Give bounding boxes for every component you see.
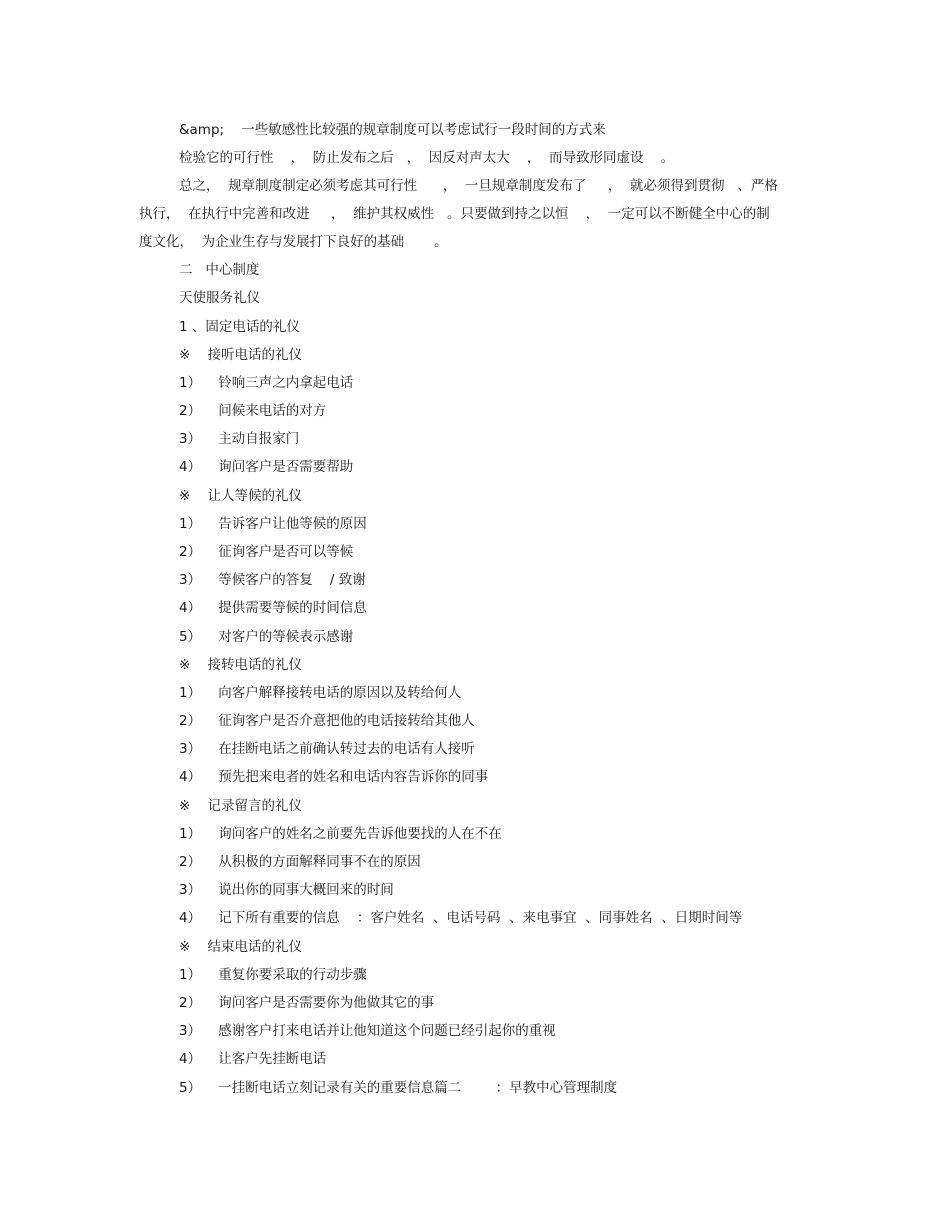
list-item: 3） 主动自报家门: [179, 431, 300, 447]
list-item: 4） 记下所有重要的信息 ：客户姓名 、电话号码 、来电事宜 、同事姓名 、日期时间等: [179, 910, 743, 926]
section-title: 二 中心制度: [179, 262, 260, 278]
paragraph-line-3: 度文化， 为企业生存与发展打下良好的基础 。: [139, 234, 448, 250]
list-item: 4） 询问客户是否需要帮助: [179, 459, 354, 475]
list-item: 5） 一挂断电话立刻记录有关的重要信息篇二 ：早教中心管理制度: [179, 1080, 618, 1096]
list-item: 4） 提供需要等候的时间信息: [179, 600, 367, 616]
list-item: 2） 询问客户是否需要你为他做其它的事: [179, 995, 435, 1011]
list-item: ※ 结束电话的礼仪: [179, 939, 302, 955]
list-item: ※ 接听电话的礼仪: [179, 347, 302, 363]
list-item: ※ 让人等候的礼仪: [179, 488, 302, 504]
list-item: 3） 在挂断电话之前确认转过去的电话有人接听: [179, 741, 475, 757]
list-item: 3） 感谢客户打来电话并让他知道这个问题已经引起你的重视: [179, 1023, 556, 1039]
list-item: 4） 预先把来电者的姓名和电话内容告诉你的同事: [179, 769, 489, 785]
list-item: 3） 等候客户的答复 / 致谢: [179, 572, 366, 588]
intro-line-1: &amp; 一些敏感性比较强的规章制度可以考虑试行一段时间的方式来: [179, 122, 606, 138]
list-item: ※ 记录留言的礼仪: [179, 798, 302, 814]
list-item: 3） 说出你的同事大概回来的时间: [179, 882, 394, 898]
list-item: 2） 征询客户是否介意把他的电话接转给其他人: [179, 713, 475, 729]
list-item: 1） 重复你要采取的行动步骤: [179, 967, 367, 983]
list-item: 1 、固定电话的礼仪: [179, 319, 300, 335]
intro-line-2: 检验它的可行性 ， 防止发布之后 ， 因反对声太大 ， 而导致形同虚设 。: [179, 150, 675, 166]
subtitle: 天使服务礼仪: [179, 290, 260, 306]
paragraph-line-1: 总之， 规章制度制定必须考虑其可行性 ， 一旦规章制度发布了 ， 就必须得到贯彻 、严格: [179, 178, 778, 194]
list-item: 2） 征询客户是否可以等候: [179, 544, 354, 560]
list-item: 1） 铃响三声之内拿起电话: [179, 375, 354, 391]
list-item: 2） 从积极的方面解释同事不在的原因: [179, 854, 421, 870]
paragraph-line-2: 执行， 在执行中完善和改进 ， 维护其权威性 。只要做到持之以恒 ， 一定可以不断健全中心的制: [139, 206, 770, 222]
list-item: 1） 向客户解释接转电话的原因以及转给何人: [179, 685, 462, 701]
list-item: ※ 接转电话的礼仪: [179, 657, 302, 673]
list-item: 1） 询问客户的姓名之前要先告诉他要找的人在不在: [179, 826, 502, 842]
list-item: 1） 告诉客户让他等候的原因: [179, 516, 367, 532]
list-item: 2） 问候来电话的对方: [179, 403, 327, 419]
list-item: 4） 让客户先挂断电话: [179, 1051, 327, 1067]
list-item: 5） 对客户的等候表示感谢: [179, 629, 354, 645]
